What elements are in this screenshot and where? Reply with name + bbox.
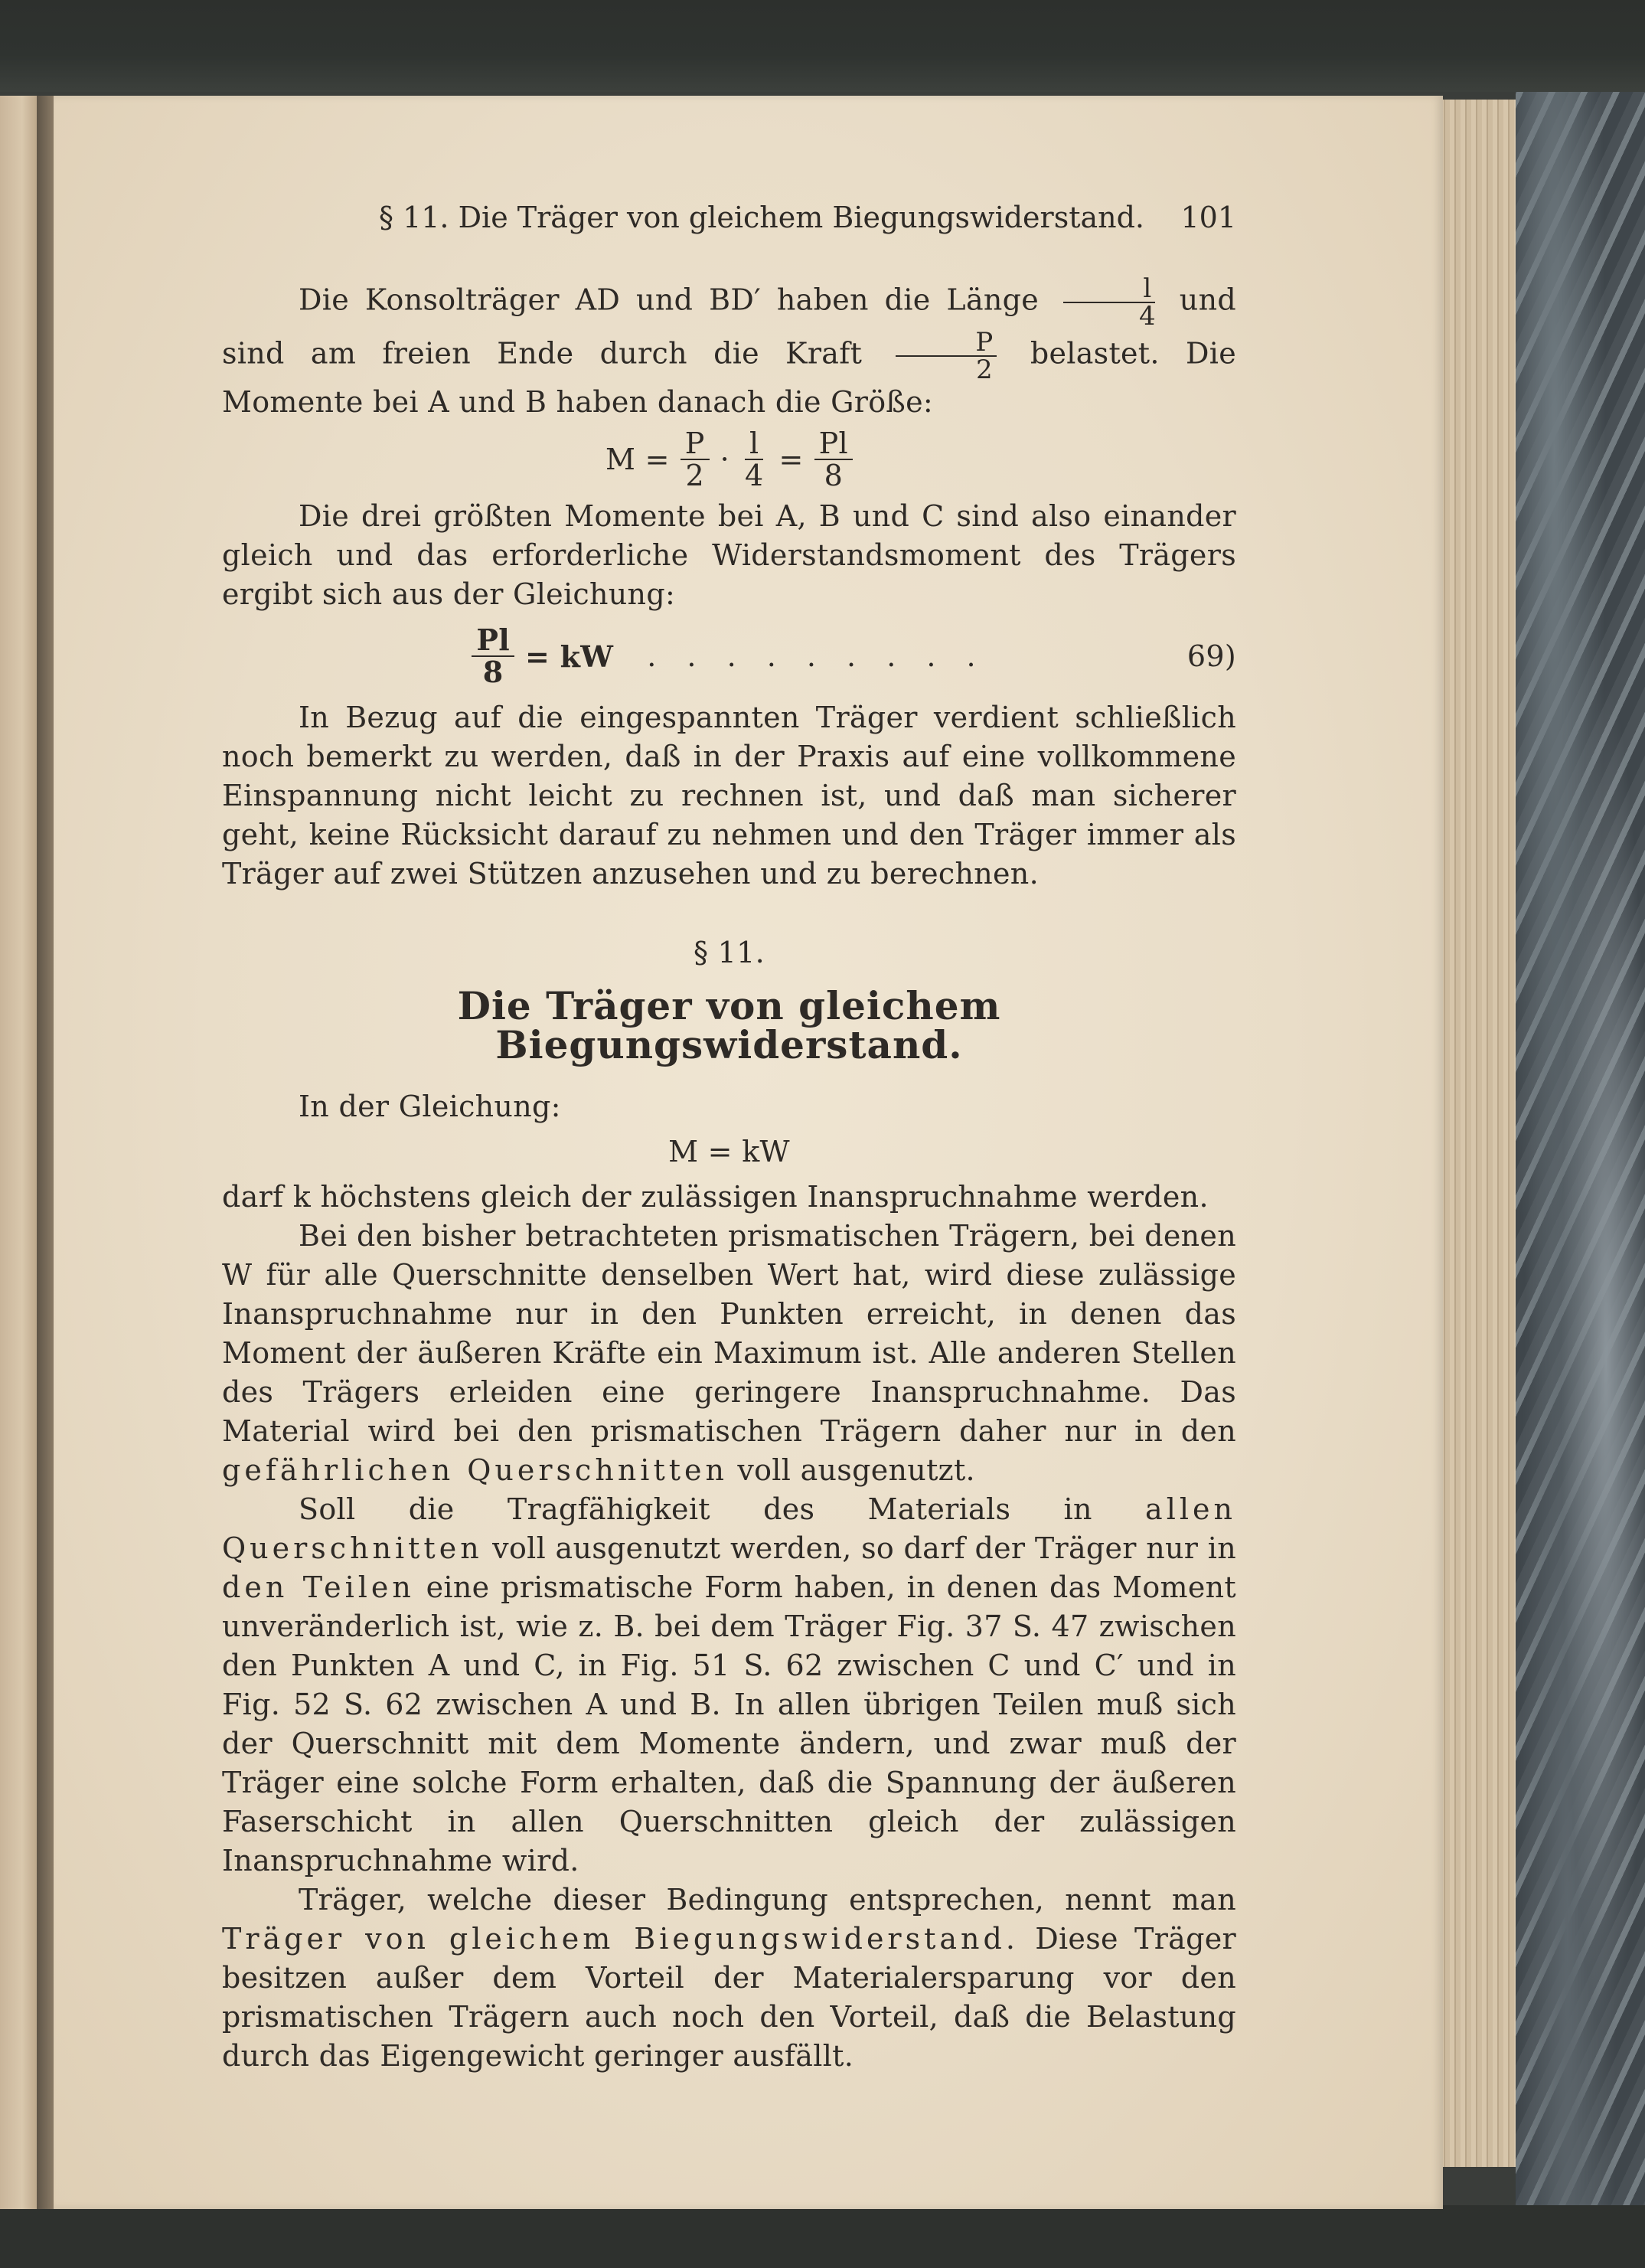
paragraph-consoles: Die Konsolträger AD und BD′ haben die Länge $\frac{l}{4}$ und sind am freien Ende durch die Kraft $\frac{P}{2}$ belastet. Die Momente bei A und B haben danach die Größe: — [222, 273, 1236, 419]
page-body — [222, 273, 1236, 2076]
fraction-P-over-2: $\frac{P}{2}$ — [896, 329, 996, 383]
paragraph-prismatic-beams: Bei den bisher betrachteten prismatischen Trägern, bei denen W für alle Querschnitte denselben Wert hat, wird diese zulässige Inanspruchnahme nur in den Punkten erreicht, in denen das Moment der äußeren Kräfte ein Maximum ist. Alle anderen Stellen des Trägers erleiden eine geringere Inanspruchnahme. Das Material wird bei den prismatischen Trägern daher nur in den gefährlichen Querschnitten voll ausgenutzt. — [222, 1219, 1236, 1487]
page-number: 101 — [1180, 201, 1236, 234]
running-title: § 11. Die Träger von gleichem Biegungswiderstand. — [379, 201, 1145, 234]
paragraph-k-limit: darf k höchstens gleich der zulässigen Inanspruchnahme werden. — [222, 1180, 1209, 1214]
left-facing-page — [0, 96, 37, 2209]
book-cover-board — [1516, 0, 1645, 2268]
section-number: § 11. — [693, 936, 765, 969]
book-board-top — [0, 0, 1645, 92]
page-edges — [1439, 100, 1516, 2167]
paragraph-max-moments: Die drei größten Momente bei A, B und C sind also einander gleich und das erforderliche Widerstandsmoment des Trägers ergibt sich aus der Gleichung: — [222, 499, 1236, 611]
paragraph-equation-intro: In der Gleichung: — [299, 1090, 561, 1123]
fraction-l-over-4: $\frac{l}{4}$ — [1062, 276, 1156, 329]
paragraph-load-capacity: Soll die Tragfähigkeit des Materials in allen Querschnitten voll ausgenutzt werden, so darf der Träger nur in den Teilen eine prismatische Form haben, in denen das Moment unveränderlich ist, wie z. B. bei dem Träger Fig. 37 S. 47 zwischen den Punkten A und C, in Fig. 51 S. 62 zwischen C und C′ und in Fig. 52 S. 62 zwischen A und B. In allen übrigen Teilen muß sich der Querschnitt mit dem Momente ändern, und zwar muß der Träger eine solche Form erhalten, daß die Spannung der äußeren Faserschicht in allen Querschnitten gleich der zulässigen Inanspruchnahme wird. — [222, 1492, 1236, 1877]
book-gutter — [37, 96, 54, 2209]
paragraph-fixed-beams: In Bezug auf die eingespannten Träger verdient schließlich noch bemerkt zu werden, daß in der Praxis auf eine vollkommene Einspannung nicht leicht zu rechnen ist, und daß man sicherer geht, keine Rücksicht darauf zu nehmen und den Träger immer als Träger auf zwei Stützen anzusehen und zu berechnen. — [222, 701, 1236, 891]
equation-number: 69) — [1186, 639, 1236, 673]
paragraph-definition: Träger, welche dieser Bedingung entsprechen, nennt man Träger von gleichem Biegungswiderstand. Diese Träger besitzen außer dem Vorteil der Materialersparung vor den prismatischen Trägern auch noch den Vorteil, daß die Belastung durch das Eigengewicht geringer ausfällt. — [222, 1883, 1236, 2073]
equation-M-kW: M = kW — [668, 1135, 790, 1168]
equation-moment: M = $\frac{P}{2}$ · $\frac{l}{4}$ = $\frac{Pl}{8}$ — [222, 428, 1236, 491]
section-title: Die Träger von gleichem Biegungswiderstand. — [457, 983, 1001, 1067]
book-board-bottom — [0, 2205, 1645, 2268]
running-header — [379, 201, 1236, 234]
equation-69: $\frac{Pl}{8}$ = kW . . . . . . . . . 69) — [222, 625, 1236, 688]
